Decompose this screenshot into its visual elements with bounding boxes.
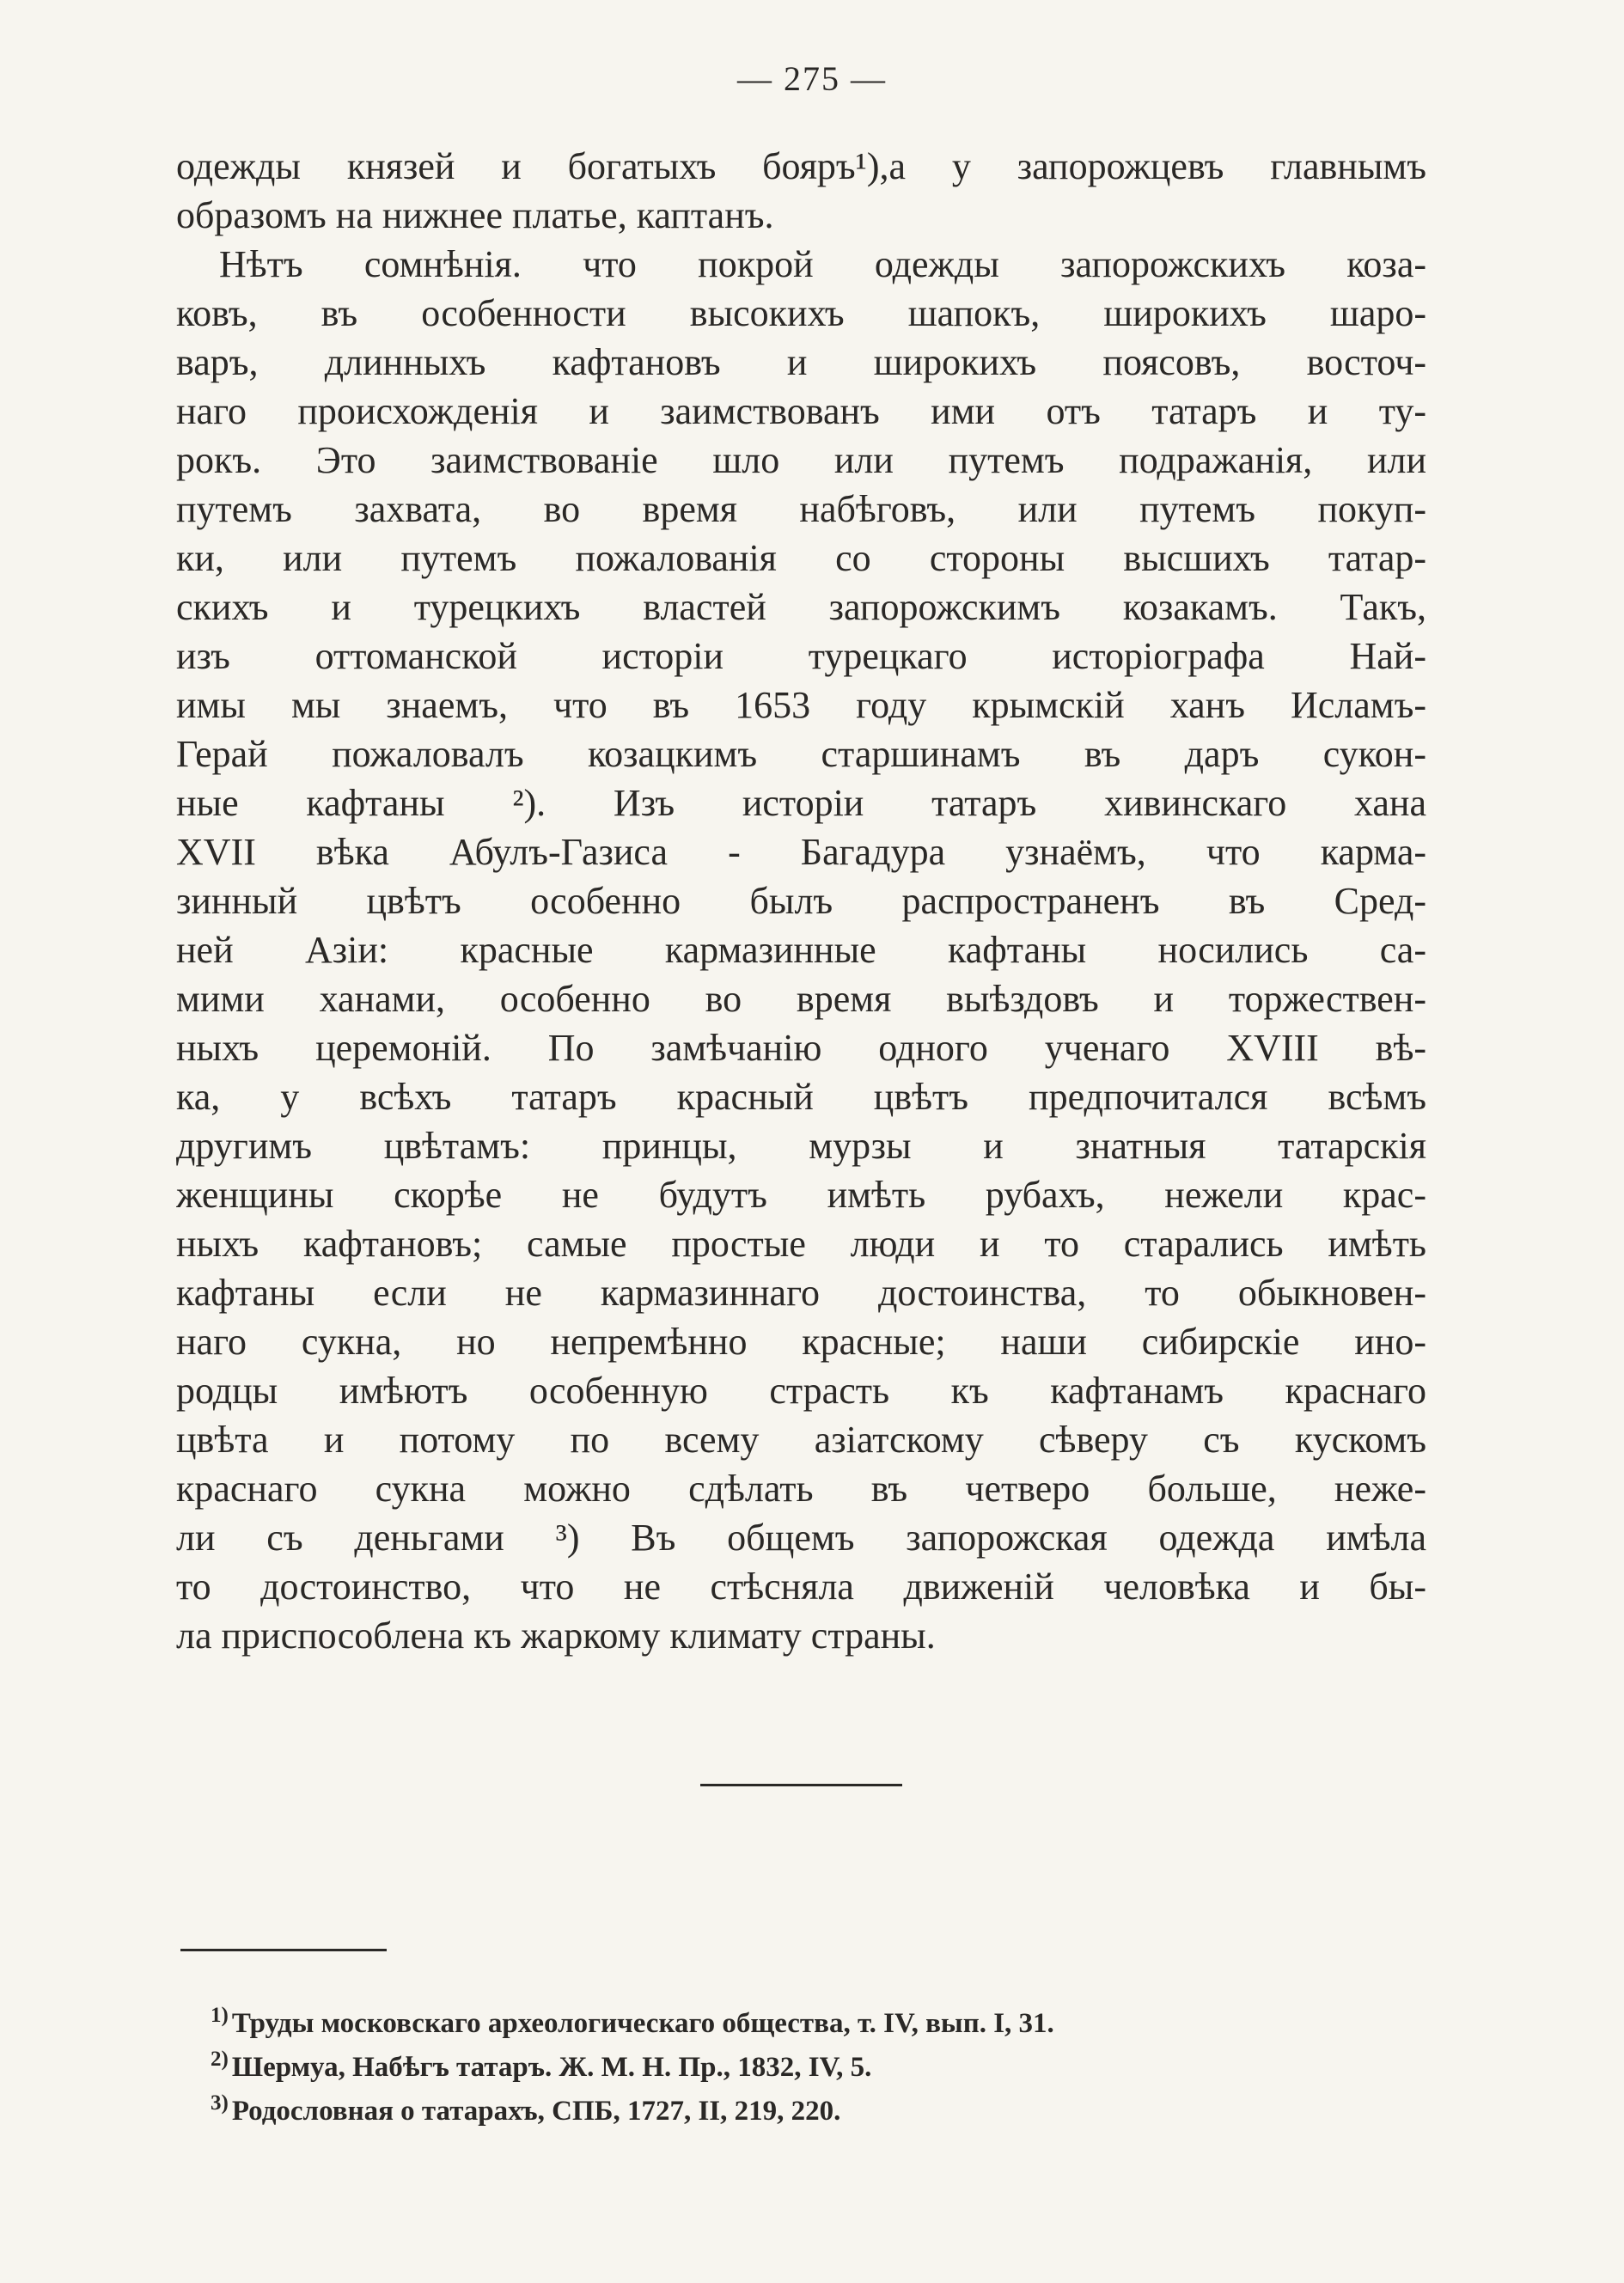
body-line: цвѣта и потому по всему азіатскому сѣверу съ кускомъ <box>176 1419 1426 1461</box>
body-line: скихъ и турецкихъ властей запорожскимъ козакамъ. Такъ, <box>176 586 1426 628</box>
body-line: женщины скорѣе не будутъ имѣть рубахъ, нежели крас- <box>176 1174 1426 1216</box>
body-line: ней Азіи: красные кармазинные кафтаны носились са- <box>176 929 1426 971</box>
body-line: ки, или путемъ пожалованія со стороны высшихъ татар- <box>176 537 1426 579</box>
body-line: кафтаны если не кармазиннаго достоинства, то обыкновен- <box>176 1272 1426 1314</box>
body-line: имы мы знаемъ, что въ 1653 году крымскій ханъ Исламъ- <box>176 684 1426 726</box>
body-line: путемъ захвата, во время набѣговъ, или путемъ покуп- <box>176 488 1426 530</box>
body-line: одежды князей и богатыхъ бояръ¹),а у запорожцевъ главнымъ <box>176 145 1426 187</box>
section-divider <box>700 1784 902 1786</box>
footnotes <box>211 1993 1328 2125</box>
body-line: ли съ деньгами ³) Въ общемъ запорожская одежда имѣла <box>176 1517 1426 1559</box>
body-line: то достоинство, что не стѣсняла движеній человѣка и бы- <box>176 1566 1426 1608</box>
body-line: XVII вѣка Абулъ-Газиса - Багадура узнаёмъ, что карма- <box>176 831 1426 873</box>
body-line: образомъ на нижнее платье, каптанъ. <box>176 194 774 236</box>
body-line: ла приспособлена къ жаркому климату страны. <box>176 1615 936 1657</box>
body-line: родцы имѣютъ особенную страсть къ кафтанамъ краснаго <box>176 1370 1426 1412</box>
body-line: ныхъ церемоній. По замѣчанію одного ученаго XVIII вѣ- <box>176 1027 1426 1069</box>
body-line: изъ оттоманской исторіи турецкаго исторіографа Най- <box>176 635 1426 677</box>
footnote <box>211 1993 1328 2037</box>
footnote-text: Шермуа, Набѣгъ татаръ. Ж. М. Н. Пр., 1832, IV, 5. <box>231 2052 872 2083</box>
body-line: мими ханами, особенно во время выѣздовъ и торжествен- <box>176 978 1426 1020</box>
body-line: зинный цвѣтъ особенно былъ распространенъ въ Сред- <box>176 880 1426 922</box>
body-text <box>176 142 1426 1660</box>
footnote-marker: 3) <box>211 2091 229 2115</box>
body-line: наго сукна, но непремѣнно красные; наши сибирскіе ино- <box>176 1321 1426 1363</box>
page-number: — 275 — <box>737 59 887 98</box>
body-line: Герай пожаловалъ козацкимъ старшинамъ въ даръ сукон- <box>176 733 1426 775</box>
footnote-text: Родословная о татарахъ, СПБ, 1727, II, 219, 220. <box>231 2096 841 2127</box>
body-line: наго происхожденія и заимствованъ ими отъ татаръ и ту- <box>176 390 1426 432</box>
body-line: краснаго сукна можно сдѣлать въ четверо больше, неже- <box>176 1468 1426 1510</box>
body-line: ные кафтаны ²). Изъ исторіи татаръ хивинскаго хана <box>176 782 1426 824</box>
body-line: ныхъ кафтановъ; самые простые люди и то старались имѣть <box>176 1223 1426 1265</box>
footnote <box>211 2037 1328 2081</box>
body-line: другимъ цвѣтамъ: принцы, мурзы и знатныя татарскія <box>176 1125 1426 1167</box>
body-line: ка, у всѣхъ татаръ красный цвѣтъ предпочитался всѣмъ <box>176 1076 1426 1118</box>
footnote-marker: 2) <box>211 2048 229 2071</box>
footnote-marker: 1) <box>211 2004 229 2027</box>
body-line: Нѣтъ сомнѣнія. что покрой одежды запорожскихъ коза- <box>219 243 1426 285</box>
body-line: варъ, длинныхъ кафтановъ и широкихъ поясовъ, восточ- <box>176 341 1426 383</box>
footnote-separator <box>180 1949 387 1951</box>
body-line: ковъ, въ особенности высокихъ шапокъ, широкихъ шаро- <box>176 292 1426 334</box>
footnote <box>211 2081 1328 2125</box>
body-line: рокъ. Это заимствованіе шло или путемъ подражанія, или <box>176 439 1426 481</box>
footnote-text: Труды московскаго археологическаго общества, т. IV, вып. I, 31. <box>231 2008 1054 2039</box>
